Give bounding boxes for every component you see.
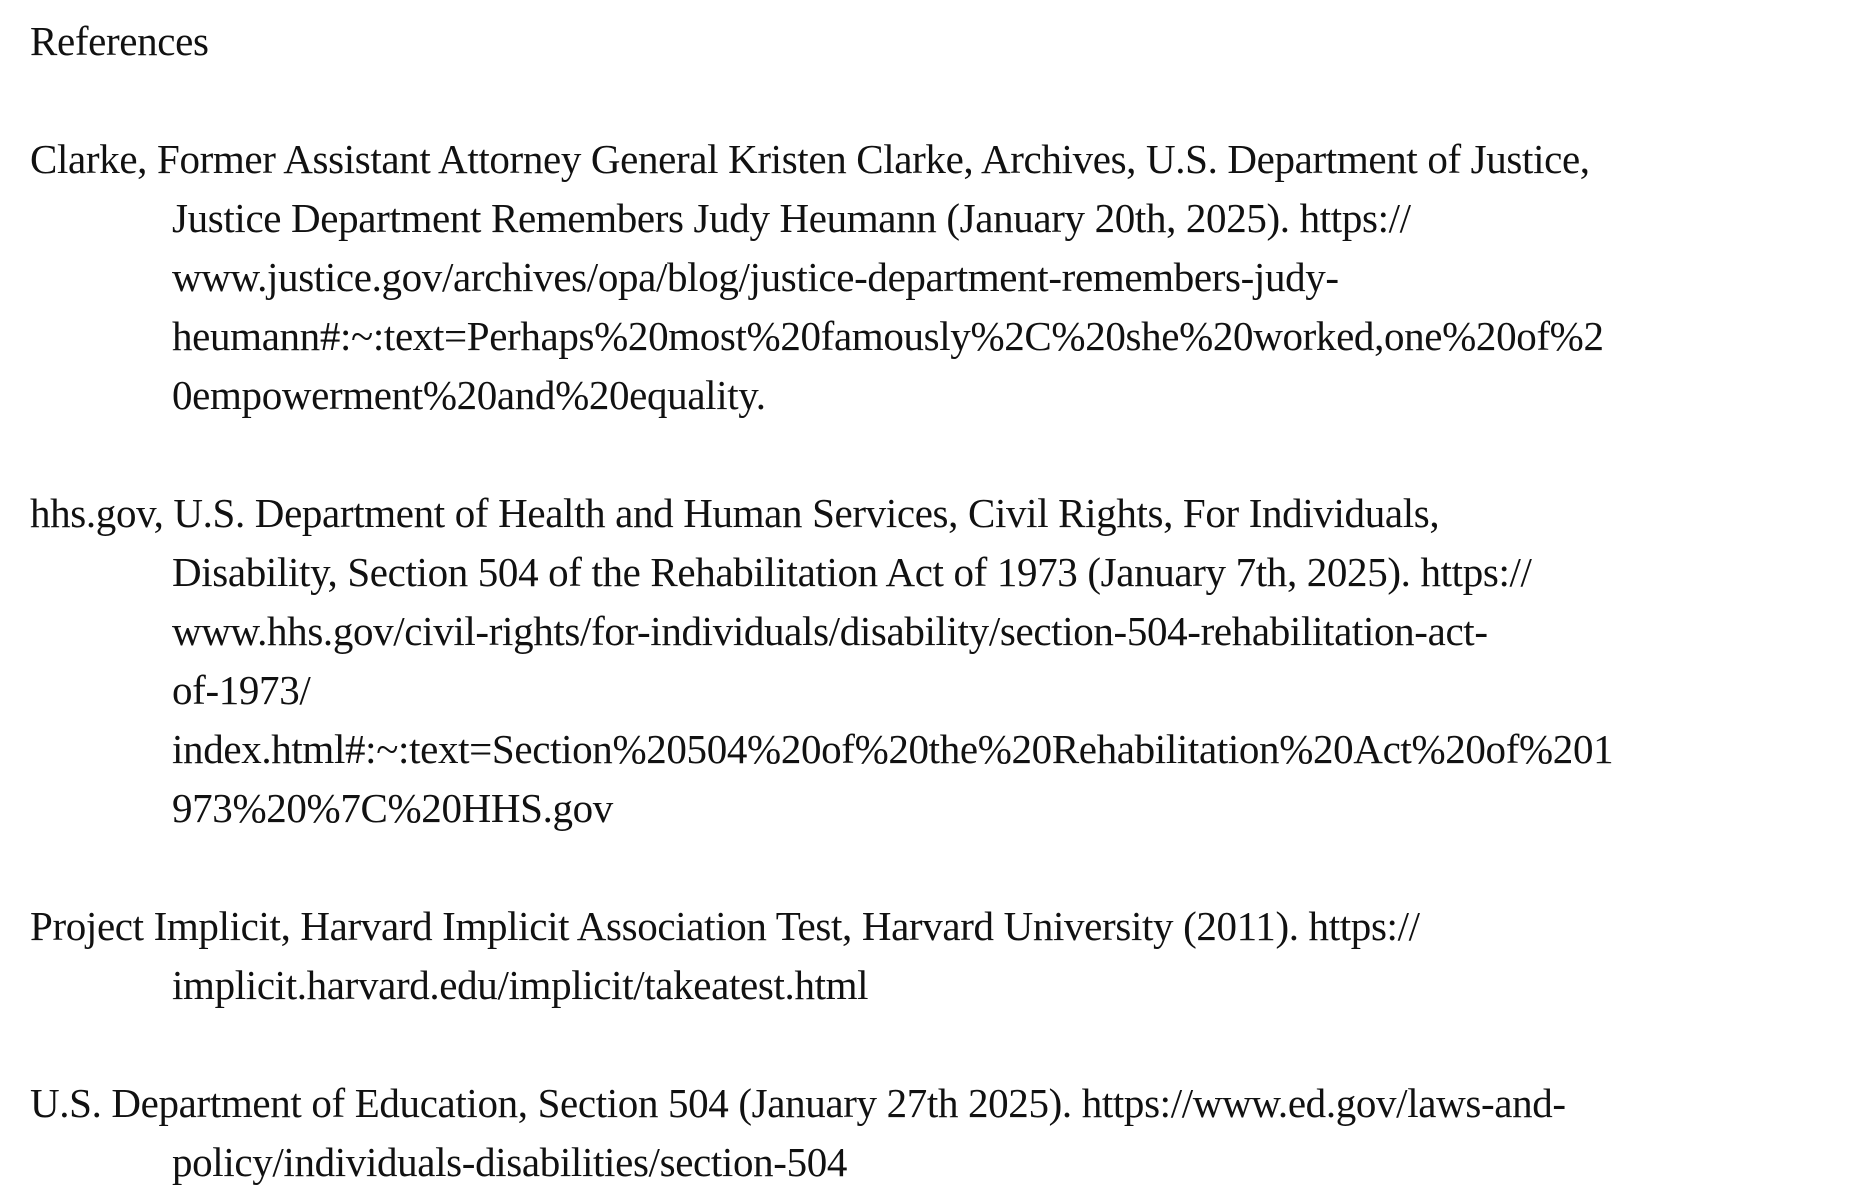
reference-url-line: 0empowerment%20and%20equality. (172, 372, 766, 418)
reference-url-line: of-1973/ (172, 667, 311, 713)
spacer (30, 71, 1870, 130)
reference-line: U.S. Department of Education, Section 504 (January 27th 2025). https://www.ed.gov/laws-and- (30, 1080, 1566, 1126)
reference-line: hhs.gov, U.S. Department of Health and Human Services, Civil Rights, For Individuals, (30, 490, 1440, 536)
reference-url-line: policy/individuals-disabilities/section-504 (172, 1139, 848, 1185)
reference-entry-education (30, 1074, 1870, 1192)
reference-line: Disability, Section 504 of the Rehabilitation Act of 1973 (January 7th, 2025). https:// (172, 549, 1532, 595)
reference-line: Project Implicit, Harvard Implicit Association Test, Harvard University (2011). https:// (30, 903, 1420, 949)
spacer (30, 838, 1870, 897)
references-heading: References (30, 18, 209, 64)
reference-url-line: www.justice.gov/archives/opa/blog/justice-department-remembers-judy- (172, 254, 1339, 300)
spacer (30, 1015, 1870, 1074)
reference-line: Justice Department Remembers Judy Heumann (January 20th, 2025). https:// (172, 195, 1411, 241)
reference-entry-project-implicit (30, 897, 1870, 1015)
reference-entry-hhs (30, 484, 1870, 838)
reference-entry-clarke (30, 130, 1870, 425)
reference-line: Clarke, Former Assistant Attorney General Kristen Clarke, Archives, U.S. Department of Justice, (30, 136, 1590, 182)
references-document (30, 12, 1870, 1192)
reference-url-line: 973%20%7C%20HHS.gov (172, 785, 613, 831)
reference-url-line: index.html#:~:text=Section%20504%20of%20the%20Rehabilitation%20Act%20of%201 (172, 726, 1614, 772)
reference-url-line: www.hhs.gov/civil-rights/for-individuals/disability/section-504-rehabilitation-act- (172, 608, 1488, 654)
reference-url-line: implicit.harvard.edu/implicit/takeatest.html (172, 962, 869, 1008)
reference-url-line: heumann#:~:text=Perhaps%20most%20famously%2C%20she%20worked,one%20of%2 (172, 313, 1604, 359)
spacer (30, 425, 1870, 484)
